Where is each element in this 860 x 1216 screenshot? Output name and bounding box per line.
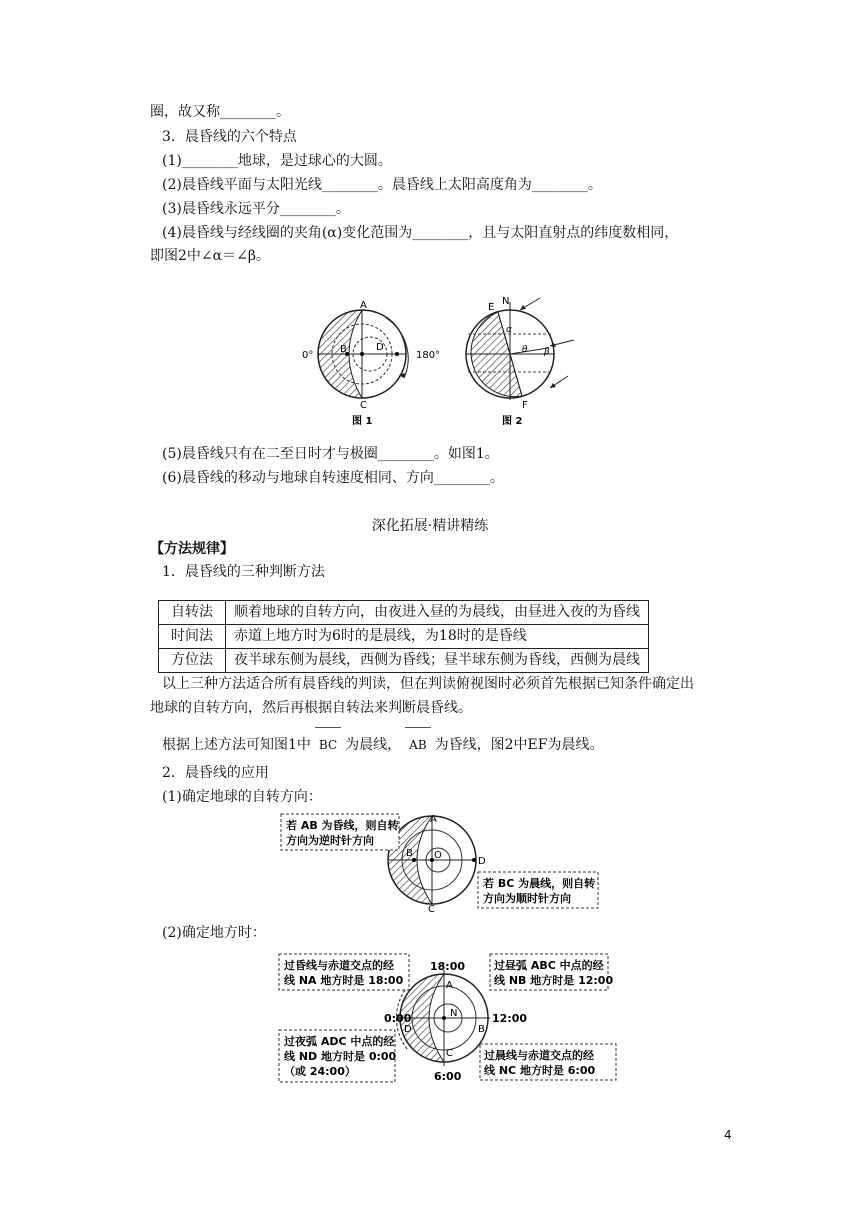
fig4-callout1-line1: 过昏线与赤道交点的经 xyxy=(284,959,394,972)
fig2-label-f: F xyxy=(522,400,528,411)
fig3-callout2-line1: 若 BC 为晨线，则自转 xyxy=(483,877,596,890)
feature-4: (4)晨昏线与经线圈的夹角(α)变化范围为________，且与太阳直射点的纬度数相同， xyxy=(162,225,679,241)
fig4-callout2-line2: 线 NB 地方时是 12:00 xyxy=(494,974,614,987)
fig1-caption: 图 1 xyxy=(352,416,373,427)
fig1-label-0deg: 0° xyxy=(302,350,314,361)
fig4-time-12: 12:00 xyxy=(492,1012,528,1025)
fig1-label-c: C xyxy=(360,400,367,411)
fig3-callout1-line2: 方向为逆时针方向 xyxy=(286,834,374,847)
fig2-label-alpha: α xyxy=(506,325,512,335)
method-header: 【方法规律】 xyxy=(150,541,234,557)
text-line-1: 圈，故又称________。 xyxy=(150,104,290,120)
after-table-line-2: 地球的自转方向，然后再根据自转法来判断晨昏线。 xyxy=(150,700,472,716)
fig4-time-6: 6:00 xyxy=(434,1070,462,1083)
fig4-label-c: C xyxy=(446,1048,453,1059)
fig4-time-18: 18:00 xyxy=(430,960,466,973)
heading-six-features: 3．晨昏线的六个特点 xyxy=(162,129,297,145)
application-2: (2)确定地方时： xyxy=(162,925,266,941)
table-cell-name: 时间法 xyxy=(159,625,226,649)
fig2-caption: 图 2 xyxy=(502,416,523,427)
fig4-callout3-line1: 过夜弧 ADC 中点的经 xyxy=(284,1035,395,1048)
fig4-callout4-line2: 线 NC 地方时是 6:00 xyxy=(484,1064,596,1077)
conclusion-part-a: 根据上述方法可知图1中 xyxy=(162,737,311,753)
fig4-callout2-line1: 过昼弧 ABC 中点的经 xyxy=(494,959,604,972)
figure-1 xyxy=(300,296,450,428)
table-cell-desc: 夜半球东侧为晨线，西侧为昏线；昼半球东侧为昏线，西侧为晨线 xyxy=(226,649,649,673)
arc-ab-label: AB xyxy=(401,736,434,754)
fig4-label-a: A xyxy=(446,980,453,991)
fig2-label-beta: β xyxy=(544,347,550,357)
fig4-label-d: D xyxy=(404,1024,412,1035)
feature-5: (5)晨昏线只有在二至日时才与极圈________。如图1。 xyxy=(162,446,499,462)
fig1-label-d: D xyxy=(376,342,384,353)
fig3-label-b: B xyxy=(406,848,413,859)
feature-1: (1)________地球，是过球心的大圆。 xyxy=(162,153,392,169)
fig4-time-0: 0:00 xyxy=(384,1012,412,1025)
table-row xyxy=(159,649,649,673)
feature-3: (3)晨昏线永远平分________。 xyxy=(162,201,350,217)
figure-2 xyxy=(458,292,584,428)
fig2-label-theta: θ xyxy=(522,345,528,355)
method-1-title: 1．晨昏线的三种判断方法 xyxy=(162,564,325,580)
feature-6: (6)晨昏线的移动与地球自转速度相同、方向________。 xyxy=(162,470,504,486)
fig3-callout2-line2: 方向为顺时针方向 xyxy=(483,892,571,905)
figure-rotation-direction xyxy=(280,810,600,914)
figure-local-time xyxy=(278,950,618,1086)
fig4-callout1-line2: 线 NA 地方时是 18:00 xyxy=(284,974,404,987)
table-cell-desc: 顺着地球的自转方向，由夜进入昼的为晨线，由昼进入夜的为昏线 xyxy=(226,601,649,625)
fig1-label-a: A xyxy=(360,300,367,311)
application-title: 2．晨昏线的应用 xyxy=(162,765,269,781)
conclusion-part-b: 为晨线， xyxy=(345,737,402,753)
fig3-label-a: A xyxy=(430,814,437,825)
section-title: 深化拓展·精讲精练 xyxy=(371,518,489,534)
feature-4-cont: 即图2中∠α＝∠β。 xyxy=(150,248,270,264)
fig1-label-180deg: 180° xyxy=(416,350,441,361)
table-row xyxy=(159,601,649,625)
conclusion-part-c: 为昏线，图2中EF为晨线。 xyxy=(434,737,604,753)
fig3-label-d: D xyxy=(478,856,486,867)
fig4-callout3-line3: （或 24:00） xyxy=(284,1065,356,1078)
application-1: (1)确定地球的自转方向： xyxy=(162,789,322,805)
fig2-label-n: N xyxy=(502,296,510,307)
fig2-label-e: E xyxy=(488,302,495,313)
after-table-line-1: 以上三种方法适合所有晨昏线的判读，但在判读俯视图时必须首先根据已知条件确定出 xyxy=(162,676,694,692)
page-number: 4 xyxy=(724,1128,732,1142)
arc-bc-label: BC xyxy=(311,736,345,754)
fig4-label-n: N xyxy=(450,1008,458,1019)
table-row xyxy=(159,625,649,649)
fig3-label-c: C xyxy=(428,904,435,914)
table-cell-name: 方位法 xyxy=(159,649,226,673)
table-cell-name: 自转法 xyxy=(159,601,226,625)
fig4-label-b: B xyxy=(478,1024,485,1035)
fig3-label-o: O xyxy=(434,850,442,861)
methods-table xyxy=(158,600,649,673)
fig4-callout4-line1: 过晨线与赤道交点的经 xyxy=(484,1049,594,1062)
fig1-label-b: B xyxy=(340,344,347,355)
fig3-callout1-line1: 若 AB 为昏线，则自转 xyxy=(286,819,399,832)
conclusion-line xyxy=(162,736,603,754)
fig4-callout3-line2: 线 ND 地方时是 0:00 xyxy=(284,1050,397,1063)
table-cell-desc: 赤道上地方时为6时的是晨线，为18时的是昏线 xyxy=(226,625,649,649)
feature-2: (2)晨昏线平面与太阳光线________。晨昏线上太阳高度角为________。 xyxy=(162,177,602,193)
